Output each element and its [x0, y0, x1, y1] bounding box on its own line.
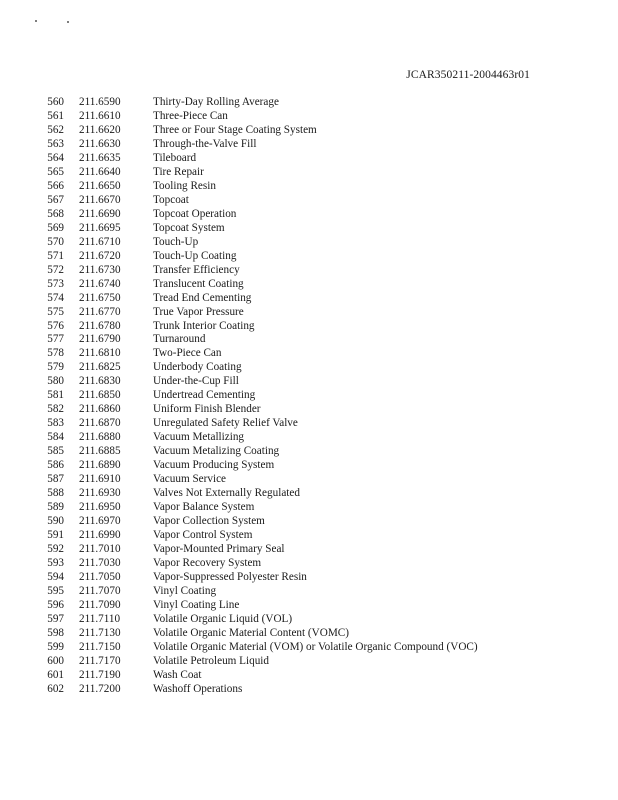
defined-term: Topcoat Operation: [153, 207, 237, 220]
definition-row: [0, 627, 618, 641]
section-number: 211.6930: [79, 487, 121, 500]
section-number: 211.6860: [79, 403, 121, 416]
row-number: 596: [47, 598, 64, 611]
row-number: 573: [47, 277, 64, 290]
row-number: 582: [47, 403, 64, 416]
row-number: 569: [47, 221, 64, 234]
defined-term: Topcoat System: [153, 221, 225, 234]
defined-term: Volatile Petroleum Liquid: [153, 654, 270, 667]
defined-term: Undertread Cementing: [153, 389, 256, 402]
definition-row: [0, 194, 618, 208]
row-number: 575: [47, 305, 64, 318]
row-number: 594: [47, 570, 64, 583]
scan-speck: [35, 20, 37, 22]
section-number: 211.7200: [79, 682, 121, 695]
row-number: 570: [47, 235, 64, 248]
definition-row: [0, 473, 618, 487]
definition-row: [0, 403, 618, 417]
definition-row: [0, 613, 618, 627]
section-number: 211.6710: [79, 235, 121, 248]
defined-term: Vapor Recovery System: [153, 556, 262, 569]
row-number: 564: [47, 151, 64, 164]
row-number: 576: [47, 319, 64, 332]
definition-row: [0, 333, 618, 347]
defined-term: Vapor-Mounted Primary Seal: [153, 543, 285, 555]
definition-row: [0, 292, 618, 306]
section-number: 211.7050: [79, 570, 121, 583]
section-number: 211.6695: [79, 221, 121, 234]
section-number: 211.6910: [79, 473, 121, 486]
section-number: 211.6880: [79, 431, 121, 444]
section-number: 211.6970: [79, 515, 121, 528]
row-number: 577: [47, 333, 64, 346]
defined-term: Unregulated Safety Relief Valve: [153, 417, 298, 430]
section-number: 211.6825: [79, 361, 121, 374]
row-number: 580: [47, 375, 64, 388]
defined-term: Through-the-Valve Fill: [153, 137, 257, 150]
row-number: 588: [47, 487, 64, 500]
definition-row: [0, 431, 618, 445]
defined-term: Trunk Interior Coating: [153, 319, 255, 332]
row-number: 584: [47, 431, 64, 444]
definition-row: [0, 417, 618, 431]
section-number: 211.6750: [79, 291, 121, 304]
row-number: 590: [47, 515, 64, 528]
definition-row: [0, 501, 618, 515]
section-number: 211.6720: [79, 249, 121, 262]
defined-term: Vinyl Coating Line: [153, 598, 240, 611]
defined-term: Vapor Collection System: [153, 515, 265, 528]
row-number: 579: [47, 361, 64, 374]
row-number: 585: [47, 445, 64, 458]
section-number: 211.6790: [79, 333, 121, 346]
defined-term: Tooling Resin: [153, 179, 216, 192]
definition-row: [0, 571, 618, 585]
defined-term: Three or Four Stage Coating System: [153, 123, 317, 136]
row-number: 583: [47, 417, 64, 430]
defined-term: Two-Piece Can: [153, 347, 222, 360]
section-number: 211.6690: [79, 207, 121, 220]
section-number: 211.6830: [79, 375, 121, 388]
definition-row: [0, 529, 618, 543]
section-number: 211.6740: [79, 277, 121, 290]
defined-term: Vapor Balance System: [153, 501, 255, 514]
definition-row: [0, 585, 618, 599]
row-number: 571: [47, 249, 64, 262]
section-number: 211.6630: [79, 137, 121, 150]
definition-row: [0, 222, 618, 236]
defined-term: Uniform Finish Blender: [153, 403, 261, 416]
section-number: 211.7070: [79, 584, 121, 597]
section-number: 211.7190: [79, 668, 121, 681]
defined-term: Topcoat: [153, 193, 189, 206]
row-number: 566: [47, 179, 64, 192]
definition-row: [0, 110, 618, 124]
definition-row: [0, 641, 618, 655]
section-number: 211.6885: [79, 445, 121, 458]
section-number: 211.6870: [79, 417, 121, 430]
defined-term: Underbody Coating: [153, 361, 242, 374]
section-number: 211.6730: [79, 263, 121, 276]
section-number: 211.7090: [79, 598, 121, 611]
row-number: 568: [47, 207, 64, 220]
row-number: 586: [47, 459, 64, 472]
row-number: 597: [47, 612, 64, 625]
defined-term: Three-Piece Can: [153, 109, 228, 122]
row-number: 598: [47, 626, 64, 639]
definition-row: [0, 250, 618, 264]
definition-row: [0, 683, 618, 697]
definition-row: [0, 361, 618, 375]
row-number: 593: [47, 556, 64, 569]
row-number: 602: [47, 682, 64, 695]
defined-term: Vacuum Service: [153, 473, 227, 486]
defined-term: Touch-Up: [153, 235, 199, 248]
defined-term: Vacuum Producing System: [153, 459, 275, 472]
row-number: 565: [47, 165, 64, 178]
defined-term: Tire Repair: [153, 165, 204, 178]
section-number: 211.6780: [79, 319, 121, 332]
section-number: 211.7150: [79, 640, 121, 653]
definition-row: [0, 375, 618, 389]
defined-term: Transfer Efficiency: [153, 263, 240, 276]
definition-row: [0, 347, 618, 361]
section-number: 211.6850: [79, 389, 121, 402]
definition-row: [0, 459, 618, 473]
defined-term: Under-the-Cup Fill: [153, 375, 239, 388]
definition-row: [0, 138, 618, 152]
definition-row: [0, 445, 618, 459]
definition-row: [0, 599, 618, 613]
section-number: 211.6650: [79, 179, 121, 192]
definition-row: [0, 543, 618, 557]
definition-row: [0, 278, 618, 292]
defined-term: Turnaround: [153, 333, 206, 346]
defined-term: Vinyl Coating: [153, 584, 217, 597]
row-number: 560: [47, 96, 64, 108]
row-number: 589: [47, 501, 64, 514]
row-number: 600: [47, 654, 64, 667]
defined-term: Volatile Organic Material Content (VOMC): [153, 626, 349, 639]
defined-term: Translucent Coating: [153, 277, 244, 290]
section-number: 211.7110: [79, 612, 121, 625]
section-number: 211.7030: [79, 556, 121, 569]
document-id: JCAR350211-2004463r01: [406, 69, 530, 81]
row-number: 592: [47, 543, 64, 555]
defined-term: Washoff Operations: [153, 682, 243, 695]
defined-term: Wash Coat: [153, 668, 202, 681]
section-number: 211.6990: [79, 529, 121, 542]
definition-row: [0, 515, 618, 529]
defined-term: Tread End Cementing: [153, 291, 252, 304]
defined-term: Tileboard: [153, 151, 197, 164]
row-number: 572: [47, 263, 64, 276]
row-number: 563: [47, 137, 64, 150]
definition-row: [0, 180, 618, 194]
defined-term: Volatile Organic Liquid (VOL): [153, 612, 293, 625]
definition-row: [0, 236, 618, 250]
section-number: 211.7130: [79, 626, 121, 639]
section-number: 211.6890: [79, 459, 121, 472]
defined-term: Touch-Up Coating: [153, 249, 237, 262]
defined-term: Vapor-Suppressed Polyester Resin: [153, 570, 307, 583]
section-number: 211.6620: [79, 123, 121, 136]
section-number: 211.6770: [79, 305, 121, 318]
defined-term: True Vapor Pressure: [153, 305, 244, 318]
definition-row: [0, 208, 618, 222]
section-number: 211.6640: [79, 165, 121, 178]
row-number: 595: [47, 584, 64, 597]
definition-row: [0, 264, 618, 278]
section-number: 211.6950: [79, 501, 121, 514]
defined-term: Vacuum Metalizing Coating: [153, 445, 280, 458]
definition-list: [0, 96, 618, 697]
row-number: 562: [47, 123, 64, 136]
section-number: 211.6810: [79, 347, 121, 360]
definition-row: [0, 320, 618, 334]
definition-row: [0, 152, 618, 166]
definition-row: [0, 389, 618, 403]
row-number: 567: [47, 193, 64, 206]
row-number: 581: [47, 389, 64, 402]
row-number: 599: [47, 640, 64, 653]
row-number: 561: [47, 109, 64, 122]
defined-term: Valves Not Externally Regulated: [153, 487, 300, 500]
row-number: 574: [47, 291, 64, 304]
row-number: 587: [47, 473, 64, 486]
section-number: 211.6610: [79, 109, 121, 122]
section-number: 211.6670: [79, 193, 121, 206]
row-number: 601: [47, 668, 64, 681]
defined-term: Thirty-Day Rolling Average: [153, 96, 279, 108]
definition-row: [0, 124, 618, 138]
definition-row: [0, 557, 618, 571]
section-number: 211.7170: [79, 654, 121, 667]
definition-row: [0, 487, 618, 501]
defined-term: Vacuum Metallizing: [153, 431, 245, 444]
section-number: 211.7010: [79, 543, 121, 555]
defined-term: Vapor Control System: [153, 529, 253, 542]
section-number: 211.6635: [79, 151, 121, 164]
section-number: 211.6590: [79, 96, 121, 108]
row-number: 578: [47, 347, 64, 360]
definition-row: [0, 96, 618, 110]
definition-row: [0, 669, 618, 683]
definition-row: [0, 166, 618, 180]
scan-speck: [67, 21, 69, 23]
defined-term: Volatile Organic Material (VOM) or Volatile Organic Compound (VOC): [153, 640, 478, 653]
definition-row: [0, 655, 618, 669]
definition-row: [0, 306, 618, 320]
row-number: 591: [47, 529, 64, 542]
